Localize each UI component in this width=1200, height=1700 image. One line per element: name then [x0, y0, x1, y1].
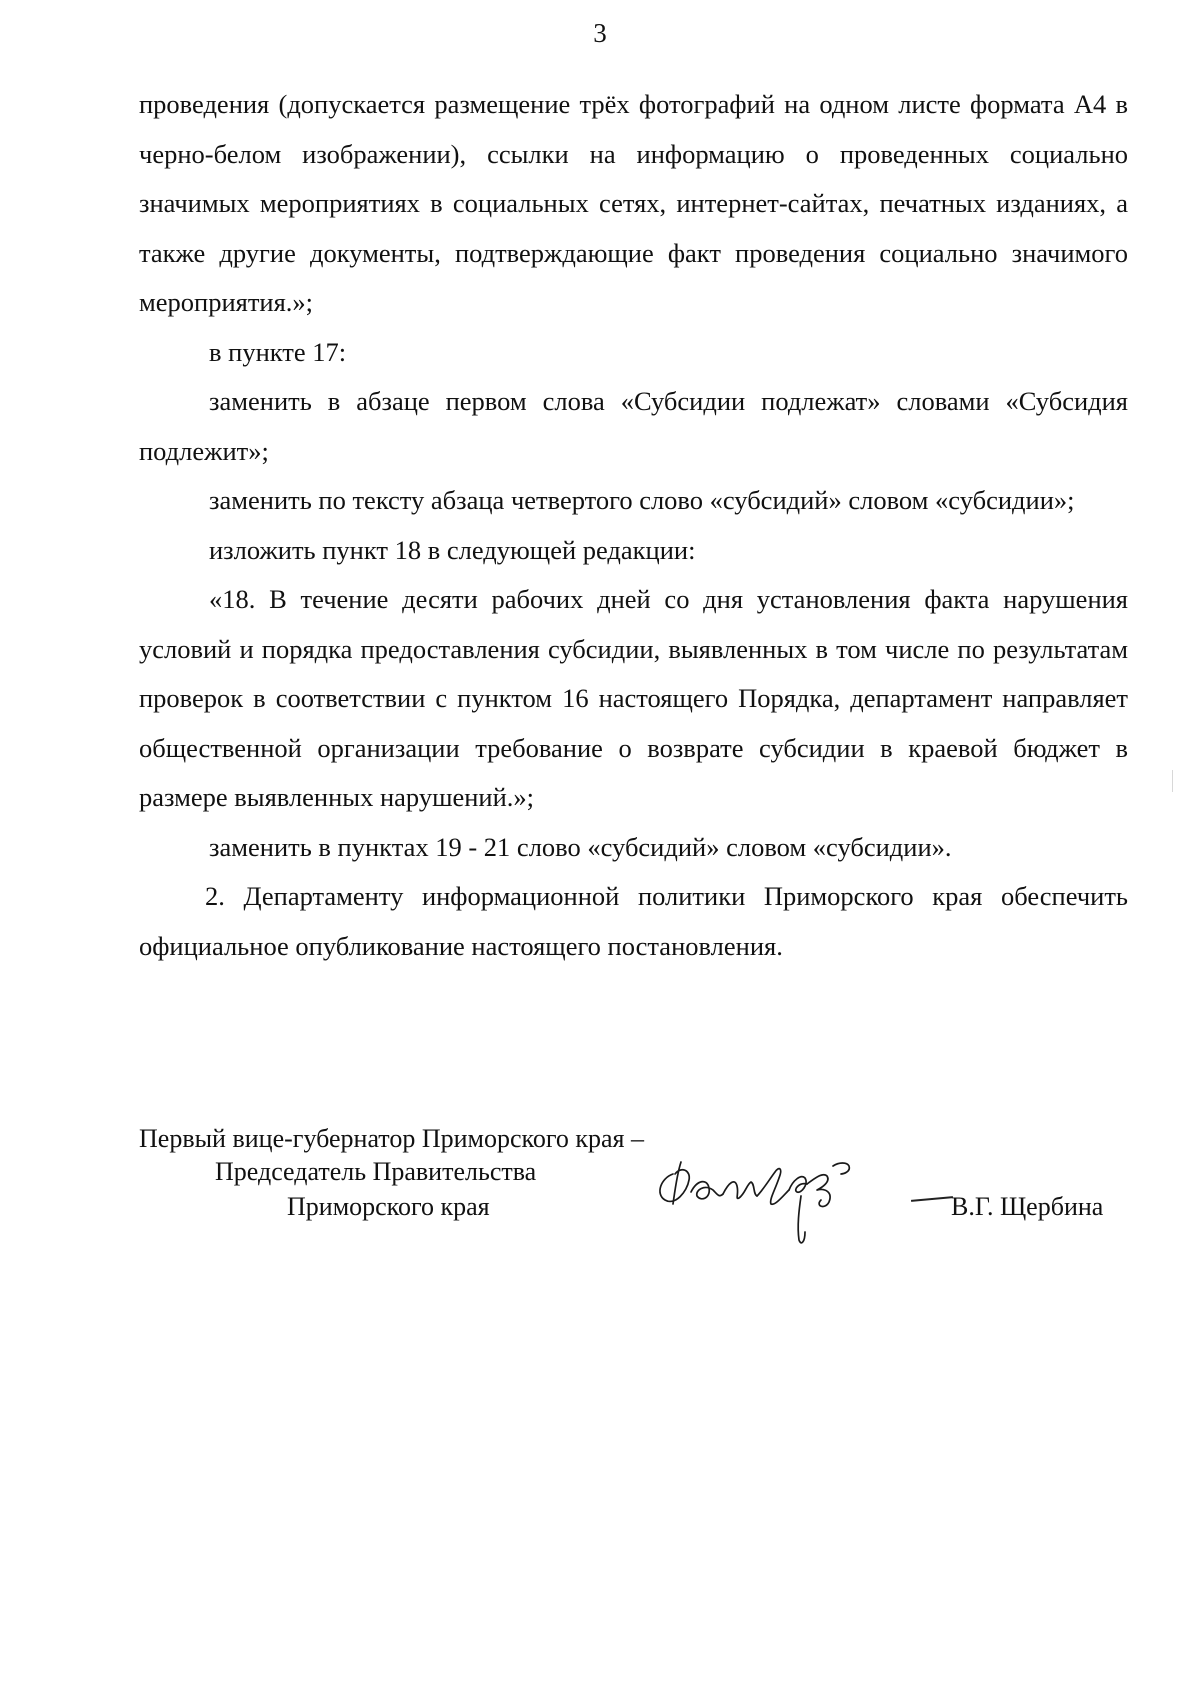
paragraph-item-2: 2. Департаменту информационной политики Приморского края обеспечить официальное опубликование настоящего постановления.: [139, 881, 1128, 961]
signer-title-line-3: Приморского края: [287, 1192, 490, 1221]
handwritten-signature-icon: [651, 1144, 901, 1262]
signer-title-line-2: Председатель Правительства: [215, 1157, 537, 1186]
document-body: [139, 80, 1128, 971]
paragraph-replace-first-abzac: заменить в абзаце первом слова «Субсидии подлежат» словами «Субсидия подлежит»;: [139, 386, 1128, 466]
scan-artifact: [1172, 770, 1173, 792]
paragraph-point-18-intro: изложить пункт 18 в следующей редакции:: [209, 534, 696, 565]
paragraph-point-18-text: «18. В течение десяти рабочих дней со дня установления факта нарушения условий и порядка предоставления субсидии, выявленных в том числе по результатам проверок в соответствии с пунктом 16 настоящего Порядка, департамент направляет общественной организации требование о возврате субсидии в краевой бюджет в размере выявленных нарушений.»;: [139, 584, 1128, 812]
paragraph-replace-fourth-abzac: заменить по тексту абзаца четвертого слово «субсидий» словом «субсидии»;: [209, 485, 1075, 515]
signer-title-line-1: Первый вице-губернатор Приморского края –: [139, 1124, 644, 1153]
signature-block: [139, 1122, 1128, 1262]
page-number: 3: [593, 18, 607, 48]
paragraph-points-19-21: заменить в пунктах 19 - 21 слово «субсидий» словом «субсидии».: [209, 831, 952, 862]
signature-dash: [911, 1196, 953, 1202]
paragraph-continuation: проведения (допускается размещение трёх фотографий на одном листе формата А4 в черно-белом изображении), ссылки на информацию о проведенных социально значимых мероприятиях в социальных сетях, интернет-сайтах, печатных изданиях, а также другие документы, подтверждающие факт проведения социально значимого мероприятия.»;: [139, 89, 1128, 317]
signer-name: В.Г. Щербина: [951, 1192, 1104, 1221]
paragraph-point-17: в пункте 17:: [209, 336, 347, 367]
